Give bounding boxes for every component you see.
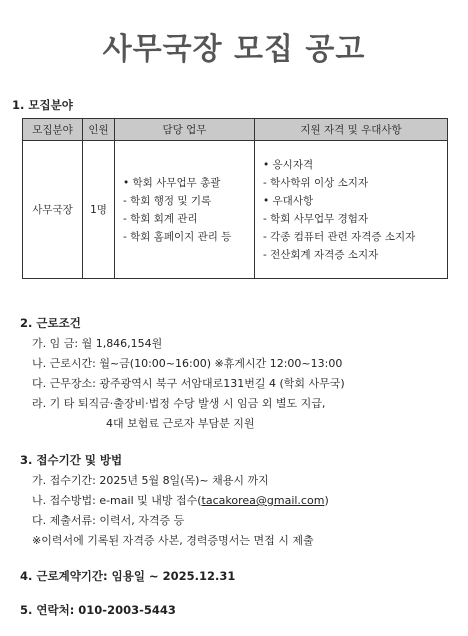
- application-method-suffix: ): [324, 494, 329, 507]
- list-item: • 학회 사무업무 총괄: [123, 176, 221, 189]
- cell-field: 사무국장: [23, 141, 83, 279]
- page-title: 사무국장 모집 공고: [102, 32, 366, 67]
- list-item: • 응시자격: [263, 158, 314, 171]
- cell-duties: [115, 141, 255, 279]
- list-item: - 각종 컴퓨터 관련 자격증 소지자: [263, 230, 416, 243]
- application-method-line: [32, 492, 329, 508]
- header-duties: 담당 업무: [115, 119, 255, 141]
- list-item: - 전산회계 자격증 소지자: [263, 248, 379, 261]
- section-4-heading: 4. 근로계약기간: 임용일 ~ 2025.12.31: [20, 569, 236, 583]
- application-method-text: 나. 접수방법: e-mail 및 내방 접수(: [32, 494, 202, 507]
- documents-note: ※이력서에 기록된 자격증 사본, 경력증명서는 면접 시 제출: [32, 534, 314, 547]
- preferences-list: [255, 192, 447, 264]
- table-header-row: [23, 119, 448, 141]
- email-link[interactable]: tacakorea@gmail.com: [201, 494, 325, 507]
- list-item: - 학회 홈페이지 관리 등: [123, 230, 232, 243]
- salary-line: 가. 임 금: 월 1,846,154원: [32, 337, 163, 350]
- list-item: - 학회 사무업무 경험자: [263, 212, 369, 225]
- other-benefits-line-2: 4대 보험료 근로자 부담분 지원: [106, 417, 255, 430]
- list-item: - 학사학위 이상 소지자: [263, 176, 369, 189]
- list-item: • 우대사항: [263, 194, 314, 207]
- section-3-heading: 3. 접수기간 및 방법: [20, 453, 123, 467]
- header-field: 모집분야: [23, 119, 83, 141]
- recruitment-table: [22, 118, 448, 279]
- list-item: - 학회 회계 관리: [123, 212, 198, 225]
- header-count: 인원: [83, 119, 115, 141]
- header-qualifications: 지원 자격 및 우대사항: [255, 119, 448, 141]
- work-hours-line: 나. 근로시간: 월~금(10:00~16:00) ※휴게시간 12:00~13:00: [32, 357, 343, 370]
- cell-qualifications: [255, 141, 448, 279]
- list-item: - 학회 행정 및 기록: [123, 194, 212, 207]
- duties-list: [115, 174, 254, 246]
- application-period-line: 가. 접수기간: 2025년 5월 8일(목)~ 채용시 까지: [32, 474, 269, 487]
- section-5-heading: 5. 연락처: 010-2003-5443: [20, 603, 176, 617]
- table-row: [23, 141, 448, 279]
- other-benefits-line: 라. 기 타 퇴직금·출장비·법정 수당 발생 시 임금 외 별도 지급,: [32, 397, 326, 410]
- section-1-heading: 1. 모집분야: [12, 98, 73, 112]
- section-2-heading: 2. 근로조건: [20, 316, 81, 330]
- qualifications-list: [255, 156, 447, 192]
- documents-line: 다. 제출서류: 이력서, 자격증 등: [32, 514, 185, 527]
- cell-count: 1명: [83, 141, 115, 279]
- work-location-line: 다. 근무장소: 광주광역시 북구 서암대로131번길 4 (학회 사무국): [32, 377, 345, 390]
